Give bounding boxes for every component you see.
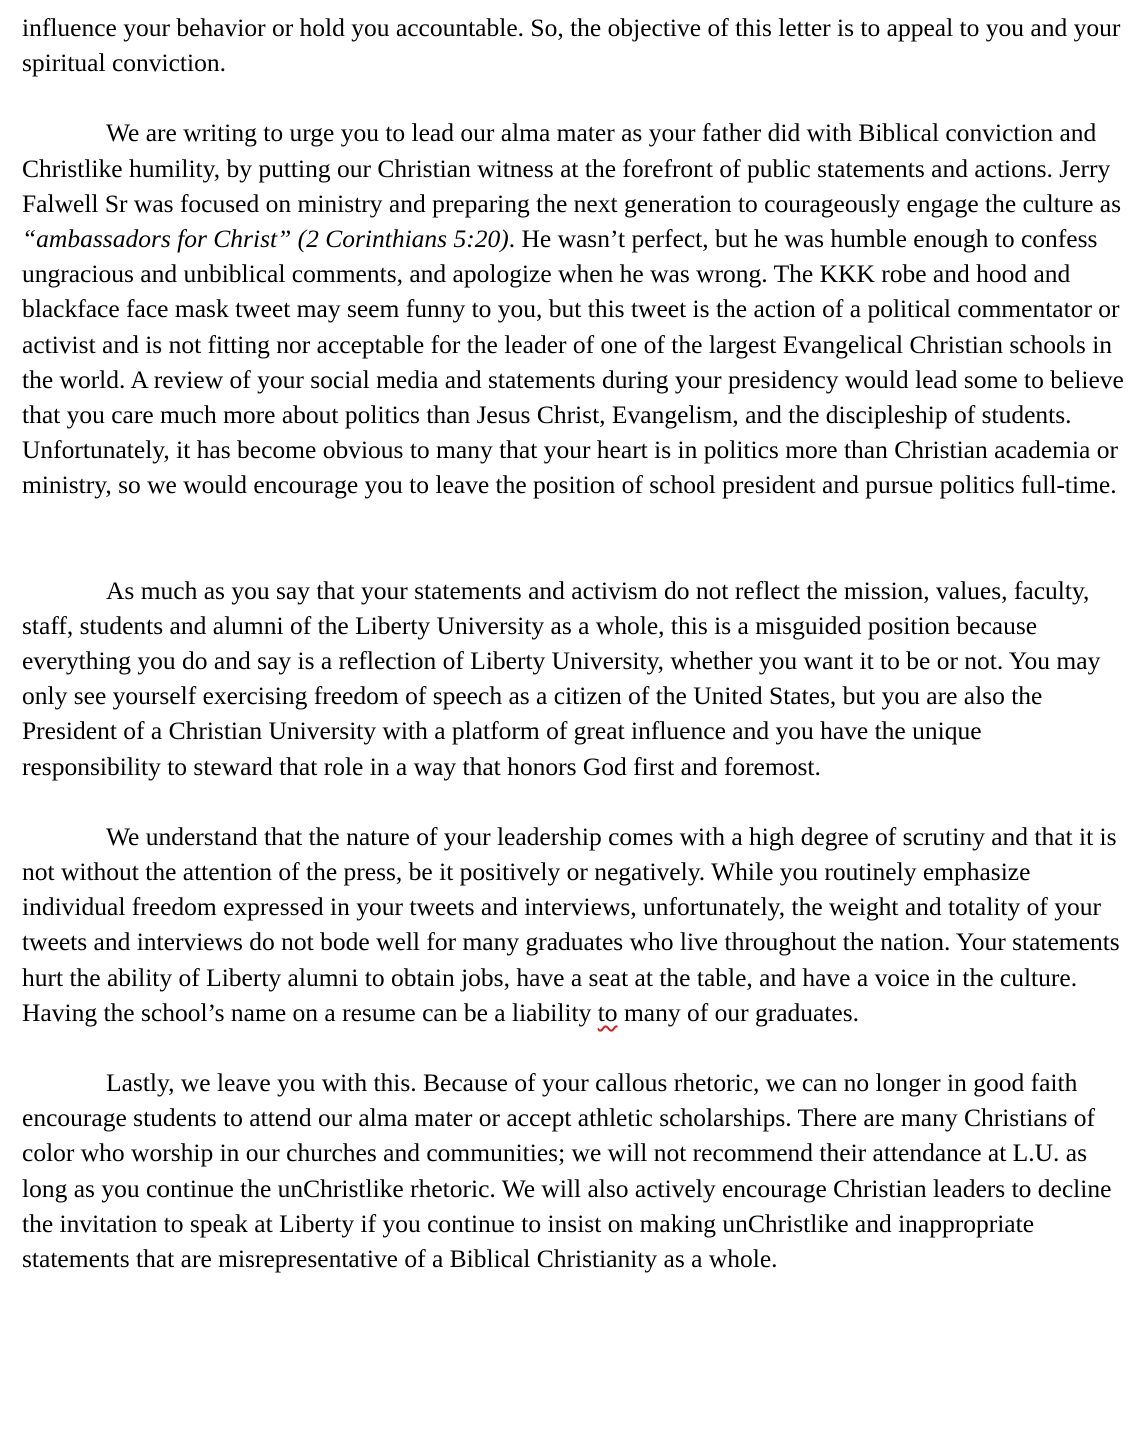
paragraph-scrutiny-and-alumni bbox=[22, 819, 1126, 1030]
paragraph-text: We understand that the nature of your leadership comes with a high degree of scrutiny and that it is not without the attention of the press, be it positively or negatively. While you routinely emphasize individual freedom expressed in your tweets and interviews, unfortunately, the weight and totality of your tweets and interviews do not bode well for many graduates who live throughout the nation. Your statements hurt the ability of Liberty alumni to obtain jobs, have a seat at the table, and have a voice in the culture. Having the school’s name on a resume can be a liability bbox=[22, 821, 1120, 1027]
paragraph-reflection-of-university bbox=[22, 573, 1126, 784]
paragraph-closing-statement bbox=[22, 1065, 1126, 1276]
paragraph-lead-with-conviction bbox=[22, 115, 1126, 502]
letter-document bbox=[22, 10, 1126, 1276]
paragraph-appeal-continuation bbox=[22, 10, 1126, 80]
paragraph-text: influence your behavior or hold you accountable. So, the objective of this letter is to appeal to you and your spiritual conviction. bbox=[22, 13, 1121, 78]
paragraph-text: As much as you say that your statements and activism do not reflect the mission, values, faculty, staff, students and alumni of the Liberty University as a whole, this is a misguided position because everything you do and say is a reflection of Liberty University, whether you want it to be or not. You may only see yourself exercising freedom of speech as a citizen of the United States, but you are also the President of a Christian University with a platform of great influence and you have the unique responsibility to steward that role in a way that honors God first and foremost. bbox=[22, 575, 1101, 781]
paragraph-text: many of our graduates. bbox=[617, 997, 860, 1027]
paragraph-text: . He wasn’t perfect, but he was humble enough to confess ungracious and unbiblical comments, and apologize when he was wrong. The KKK robe and hood and blackface face mask tweet may seem funny to you, but this tweet is the action of a political commentator or activist and is not fitting nor acceptable for the leader of one of the largest Evangelical Christian schools in the world. A review of your social media and statements during your presidency would lead some to believe that you care much more about politics than Jesus Christ, Evangelism, and the discipleship of students. Unfortunately, it has become obvious to many that your heart is in politics more than Christian academia or ministry, so we would encourage you to leave the position of school president and pursue politics full-time. bbox=[22, 224, 1124, 500]
paragraph-text: We are writing to urge you to lead our alma mater as your father did with Biblical conviction and Christlike humility, by putting our Christian witness at the forefront of public statements and actions. Jerry Falwell Sr was focused on ministry and preparing the next generation to courageously engage the culture as bbox=[22, 118, 1122, 218]
scripture-citation: “ambassadors for Christ” (2 Corinthians 5:20) bbox=[22, 224, 509, 254]
paragraph-text: Lastly, we leave you with this. Because of your callous rhetoric, we can no longer in good faith encourage students to attend our alma mater or accept athletic scholarships. There are many Christians of color who worship in our churches and communities; we will not recommend their attendance at L.U. as long as you continue the unChristlike rhetoric. We will also actively encourage Christian leaders to decline the invitation to speak at Liberty if you continue to insist on making unChristlike and inappropriate statements that are misrepresentative of a Biblical Christianity as a whole. bbox=[22, 1068, 1112, 1274]
spellcheck-flagged-word[interactable]: to bbox=[597, 997, 618, 1027]
